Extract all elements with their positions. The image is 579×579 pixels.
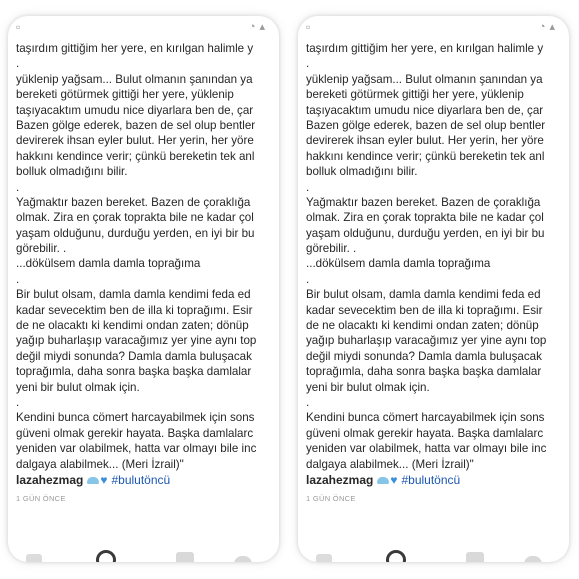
caption-line: bolluk olmadığını bilir. — [16, 165, 128, 179]
caption-author-row — [306, 472, 569, 489]
caption-line: görebilir. . — [306, 242, 357, 256]
hashtag-link[interactable]: #bulutöncü — [111, 472, 171, 487]
caption-line: de ne olacaktı ki kendimi ondan zaten; dönüp — [16, 319, 249, 333]
caption-line: ...dökülsem damla damla toprağıma — [306, 257, 491, 271]
caption-line: . — [306, 180, 310, 194]
caption-line: dalgaya alabilmek... (Meri İzrail)" — [16, 457, 184, 471]
signal-icon: ▴ — [549, 21, 555, 33]
caption-line: Yağmaktır bazen bereket. Bazen de çoraklığa — [16, 195, 251, 209]
blue-heart-emoji: ♥ — [100, 472, 108, 487]
caption-line: değil miydi sonunda? Damla damla buluşacak — [306, 349, 542, 363]
caption-line: Kendini bunca cömert harcayabilmek için sons — [16, 411, 255, 425]
search-icon[interactable] — [96, 550, 116, 562]
status-bar — [8, 16, 279, 38]
caption-line: . — [306, 395, 310, 409]
caption-line: hakkını kendince verir; çünkü bereketin tek anl — [16, 149, 255, 163]
post-timestamp: 1 GÜN ÖNCE — [16, 493, 66, 503]
caption-line: hakkını kendince verir; çünkü bereketin tek anl — [306, 149, 545, 163]
bottom-nav — [8, 538, 279, 562]
caption-line: Yağmaktır bazen bereket. Bazen de çoraklığa — [306, 195, 541, 209]
caption-line: yeni bir bulut olmak için. — [16, 380, 140, 394]
caption-line: yağıp buharlaşıp varacağımız yer yine aynı top — [16, 334, 257, 348]
caption-line: toprağımla, daha sonra başka başka damlalar — [16, 365, 252, 379]
heart-icon[interactable] — [524, 556, 542, 562]
caption-line: taşıyacaktım umudu nice diyarlara ben de, çar — [306, 103, 544, 117]
caption-line: bereketi götürmek gittiği her yere, yüklenip — [306, 88, 524, 102]
caption-line: taşıyacaktım umudu nice diyarlara ben de, çar — [16, 103, 254, 117]
caption-line: toprağımla, daha sonra başka başka damlalar — [306, 365, 542, 379]
caption-line: devirerek ihsan eyler bulut. Her yerin, her yöre — [16, 134, 254, 148]
home-icon[interactable] — [316, 554, 332, 562]
username-link[interactable]: lazahezmag — [16, 472, 84, 487]
post-caption — [16, 41, 279, 506]
search-icon[interactable] — [386, 550, 406, 562]
caption-line: yaşam olduğunu, durduğu yerden, en iyi bir bu — [306, 226, 545, 240]
caption-line: Bir bulut olsam, damla damla kendimi feda ed — [16, 288, 251, 302]
caption-line: kadar sevecektim ben de illa ki toprağımı. Esir — [306, 303, 543, 317]
post-timestamp: 1 GÜN ÖNCE — [306, 493, 356, 503]
caption-line: yeni bir bulut olmak için. — [306, 380, 430, 394]
caption-line: yüklenip yağsam... Bulut olmanın şanından ya — [306, 72, 543, 86]
caption-line: . — [16, 272, 20, 286]
username-link[interactable]: lazahezmag — [306, 472, 374, 487]
caption-line: . — [16, 395, 20, 409]
caption-line: Bir bulut olsam, damla damla kendimi feda ed — [306, 288, 541, 302]
wifi-icon: ◔ — [538, 20, 546, 33]
wifi-icon: ◔ — [248, 20, 256, 33]
caption-line: dalgaya alabilmek... (Meri İzrail)" — [306, 457, 474, 471]
wave-emoji — [87, 477, 99, 484]
caption-line: görebilir. . — [16, 242, 67, 256]
bottom-nav — [298, 538, 569, 562]
caption-line: olmak. Zira en çorak toprakta bile ne kadar çol — [306, 211, 544, 225]
caption-author-row — [16, 472, 279, 489]
heart-icon[interactable] — [234, 556, 252, 562]
caption-line: yeniden var olabilmek, hatta var olmayı bile inc — [306, 442, 547, 456]
caption-line: yeniden var olabilmek, hatta var olmayı bile inc — [16, 442, 257, 456]
caption-line: . — [16, 180, 20, 194]
hashtag-link[interactable]: #bulutöncü — [401, 472, 461, 487]
phone-screenshot-right — [298, 16, 569, 562]
status-bar — [298, 16, 569, 38]
caption-line: Kendini bunca cömert harcayabilmek için sons — [306, 411, 545, 425]
caption-line: güveni olmak gerekir hayata. Başka damlalarc — [306, 426, 544, 440]
caption-line: . — [16, 57, 20, 71]
caption-line: değil miydi sonunda? Damla damla buluşacak — [16, 349, 252, 363]
home-icon[interactable] — [26, 554, 42, 562]
caption-line: . — [306, 57, 310, 71]
caption-line: taşırdım gittiğim her yere, en kırılgan halimle y — [16, 42, 254, 55]
image-notification-icon: ▫ — [306, 20, 311, 34]
caption-line: . — [306, 272, 310, 286]
caption-line: yaşam olduğunu, durduğu yerden, en iyi bir bu — [16, 226, 255, 240]
add-icon[interactable] — [466, 552, 484, 562]
caption-line: olmak. Zira en çorak toprakta bile ne kadar çol — [16, 211, 254, 225]
caption-line: Bazen gölge ederek, bazen de sel olup bentler — [16, 118, 256, 132]
caption-line: devirerek ihsan eyler bulut. Her yerin, her yöre — [306, 134, 544, 148]
caption-line: güveni olmak gerekir hayata. Başka damlalarc — [16, 426, 254, 440]
blue-heart-emoji: ♥ — [390, 472, 398, 487]
post-caption — [306, 41, 569, 506]
caption-line: yağıp buharlaşıp varacağımız yer yine aynı top — [306, 334, 547, 348]
phone-screenshot-left — [8, 16, 279, 562]
caption-line: kadar sevecektim ben de illa ki toprağımı. Esir — [16, 303, 253, 317]
caption-line: de ne olacaktı ki kendimi ondan zaten; dönüp — [306, 319, 539, 333]
image-notification-icon: ▫ — [16, 20, 21, 34]
caption-line: bolluk olmadığını bilir. — [306, 165, 418, 179]
status-icons — [249, 20, 265, 33]
caption-line: bereketi götürmek gittiği her yere, yüklenip — [16, 88, 234, 102]
wave-emoji — [377, 477, 389, 484]
caption-line: ...dökülsem damla damla toprağıma — [16, 257, 201, 271]
status-icons — [539, 20, 555, 33]
caption-line: Bazen gölge ederek, bazen de sel olup bentler — [306, 118, 546, 132]
caption-line: yüklenip yağsam... Bulut olmanın şanından ya — [16, 72, 253, 86]
signal-icon: ▴ — [259, 21, 265, 33]
caption-line: taşırdım gittiğim her yere, en kırılgan halimle y — [306, 42, 544, 55]
add-icon[interactable] — [176, 552, 194, 562]
